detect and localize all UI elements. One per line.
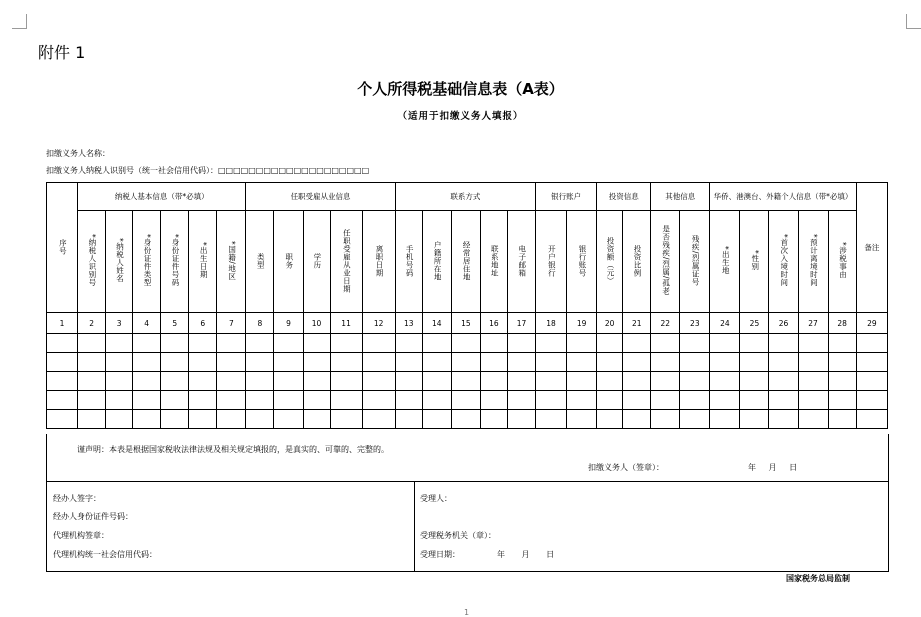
header-nationality: *国籍/地区 bbox=[217, 211, 246, 313]
table-cell[interactable] bbox=[78, 334, 106, 353]
table-column-header-row bbox=[47, 211, 888, 313]
table-cell[interactable] bbox=[828, 410, 856, 429]
declaration-section bbox=[46, 434, 889, 481]
table-cell[interactable] bbox=[536, 391, 567, 410]
table-row bbox=[47, 353, 888, 372]
table-cell[interactable] bbox=[78, 353, 106, 372]
table-cell[interactable] bbox=[330, 410, 362, 429]
column-number: 19 bbox=[567, 313, 597, 334]
table-cell[interactable] bbox=[106, 372, 133, 391]
table-cell[interactable] bbox=[133, 353, 161, 372]
header-mobile: 手机号码 bbox=[395, 211, 422, 313]
agency-code-field[interactable]: 代理机构统一社会信用代码： bbox=[53, 550, 157, 559]
group-other: 其他信息 bbox=[651, 183, 710, 211]
column-number: 13 bbox=[395, 313, 422, 334]
header-birth-date: *出生日期 bbox=[189, 211, 217, 313]
table-cell[interactable] bbox=[769, 410, 798, 429]
table-cell[interactable] bbox=[651, 372, 680, 391]
column-number: 5 bbox=[161, 313, 189, 334]
header-residence: 经常居住地 bbox=[451, 211, 480, 313]
table-cell[interactable] bbox=[330, 391, 362, 410]
table-cell[interactable] bbox=[567, 372, 597, 391]
table-cell[interactable] bbox=[47, 410, 78, 429]
table-cell[interactable] bbox=[422, 353, 451, 372]
table-cell[interactable] bbox=[710, 334, 740, 353]
table-cell[interactable] bbox=[303, 391, 330, 410]
table-cell[interactable] bbox=[246, 353, 274, 372]
header-tin: *纳税人识别号 bbox=[78, 211, 106, 313]
table-cell[interactable] bbox=[828, 391, 856, 410]
table-cell[interactable] bbox=[597, 372, 623, 391]
table-cell[interactable] bbox=[680, 334, 710, 353]
header-expected-departure: *预计离境时间 bbox=[798, 211, 828, 313]
table-cell[interactable] bbox=[362, 410, 395, 429]
table-cell[interactable] bbox=[451, 410, 480, 429]
table-cell[interactable] bbox=[567, 353, 597, 372]
table-cell[interactable] bbox=[161, 410, 189, 429]
header-first-entry: *首次入境时间 bbox=[769, 211, 798, 313]
table-cell[interactable] bbox=[217, 372, 246, 391]
table-cell[interactable] bbox=[362, 353, 395, 372]
table-cell[interactable] bbox=[303, 334, 330, 353]
table-cell[interactable] bbox=[133, 391, 161, 410]
header-name: *纳税人姓名 bbox=[106, 211, 133, 313]
handler-id-field[interactable]: 经办人身份证件号码： bbox=[53, 512, 133, 521]
table-cell[interactable] bbox=[536, 334, 567, 353]
page-number: 1 bbox=[464, 608, 470, 617]
header-employment-date: 任职受雇从业日期 bbox=[330, 211, 362, 313]
table-cell[interactable] bbox=[78, 410, 106, 429]
table-cell[interactable] bbox=[856, 410, 887, 429]
table-cell[interactable] bbox=[567, 334, 597, 353]
table-row bbox=[47, 334, 888, 353]
column-number: 6 bbox=[189, 313, 217, 334]
table-cell[interactable] bbox=[740, 410, 769, 429]
table-cell[interactable] bbox=[189, 410, 217, 429]
table-cell[interactable] bbox=[395, 391, 422, 410]
header-tax-matter: *涉税事由 bbox=[828, 211, 856, 313]
table-cell[interactable] bbox=[47, 353, 78, 372]
table-cell[interactable] bbox=[106, 353, 133, 372]
table-cell[interactable] bbox=[651, 353, 680, 372]
table-cell[interactable] bbox=[769, 372, 798, 391]
table-cell[interactable] bbox=[395, 372, 422, 391]
column-number: 15 bbox=[451, 313, 480, 334]
table-cell[interactable] bbox=[798, 353, 828, 372]
table-cell[interactable] bbox=[189, 391, 217, 410]
table-cell[interactable] bbox=[246, 334, 274, 353]
table-cell[interactable] bbox=[480, 334, 507, 353]
column-number: 4 bbox=[133, 313, 161, 334]
table-cell[interactable] bbox=[798, 391, 828, 410]
header-disability-cert: 残疾/烈属证号 bbox=[680, 211, 710, 313]
table-cell[interactable] bbox=[507, 391, 535, 410]
table-cell[interactable] bbox=[623, 372, 651, 391]
table-cell[interactable] bbox=[597, 334, 623, 353]
table-cell[interactable] bbox=[480, 410, 507, 429]
table-cell[interactable] bbox=[246, 410, 274, 429]
table-cell[interactable] bbox=[856, 353, 887, 372]
header-email: 电子邮箱 bbox=[507, 211, 535, 313]
table-cell[interactable] bbox=[330, 353, 362, 372]
table-cell[interactable] bbox=[161, 334, 189, 353]
table-cell[interactable] bbox=[274, 391, 303, 410]
column-number: 21 bbox=[623, 313, 651, 334]
table-cell[interactable] bbox=[507, 334, 535, 353]
table-cell[interactable] bbox=[680, 391, 710, 410]
table-cell[interactable] bbox=[623, 353, 651, 372]
header-position: 职务 bbox=[274, 211, 303, 313]
header-contact-address: 联系地址 bbox=[480, 211, 507, 313]
column-number: 10 bbox=[303, 313, 330, 334]
header-bank-account: 银行账号 bbox=[567, 211, 597, 313]
column-number: 11 bbox=[330, 313, 362, 334]
table-cell[interactable] bbox=[856, 391, 887, 410]
table-cell[interactable] bbox=[828, 334, 856, 353]
header-remarks: 备注 bbox=[856, 183, 887, 313]
handling-section bbox=[46, 481, 889, 572]
table-cell[interactable] bbox=[106, 410, 133, 429]
table-cell[interactable] bbox=[536, 410, 567, 429]
table-cell[interactable] bbox=[395, 334, 422, 353]
table-cell[interactable] bbox=[856, 334, 887, 353]
table-cell[interactable] bbox=[274, 353, 303, 372]
header-invest-ratio: 投资比例 bbox=[623, 211, 651, 313]
header-birthplace: *出生地 bbox=[710, 211, 740, 313]
table-cell[interactable] bbox=[828, 353, 856, 372]
table-cell[interactable] bbox=[133, 334, 161, 353]
withholding-agent-id-field[interactable]: 扣缴义务人纳税人识别号（统一社会信用代码）：□□□□□□□□□□□□□□□□□□□□ bbox=[46, 166, 370, 175]
table-cell[interactable] bbox=[47, 334, 78, 353]
table-row bbox=[47, 372, 888, 391]
table-cell[interactable] bbox=[246, 391, 274, 410]
table-cell[interactable] bbox=[362, 372, 395, 391]
group-contact: 联系方式 bbox=[395, 183, 535, 211]
tax-office-field[interactable]: 受理税务机关（章）： bbox=[420, 531, 496, 540]
table-cell[interactable] bbox=[710, 410, 740, 429]
header-id-number: *身份证件号码 bbox=[161, 211, 189, 313]
table-cell[interactable] bbox=[217, 353, 246, 372]
table-cell[interactable] bbox=[422, 334, 451, 353]
table-cell[interactable] bbox=[536, 372, 567, 391]
table-cell[interactable] bbox=[217, 334, 246, 353]
table-cell[interactable] bbox=[480, 372, 507, 391]
table-cell[interactable] bbox=[395, 410, 422, 429]
table-cell[interactable] bbox=[161, 353, 189, 372]
table-cell[interactable] bbox=[798, 410, 828, 429]
header-leave-date: 离职日期 bbox=[362, 211, 395, 313]
table-cell[interactable] bbox=[303, 372, 330, 391]
table-cell[interactable] bbox=[798, 334, 828, 353]
column-number-row bbox=[47, 313, 888, 334]
column-number: 20 bbox=[597, 313, 623, 334]
table-cell[interactable] bbox=[769, 334, 798, 353]
table-cell[interactable] bbox=[710, 391, 740, 410]
table-cell[interactable] bbox=[362, 391, 395, 410]
group-overseas: 华侨、港澳台、外籍个人信息（带*必填） bbox=[710, 183, 856, 211]
table-cell[interactable] bbox=[133, 372, 161, 391]
table-cell[interactable] bbox=[451, 334, 480, 353]
column-number: 25 bbox=[740, 313, 769, 334]
table-cell[interactable] bbox=[651, 334, 680, 353]
table-cell[interactable] bbox=[217, 391, 246, 410]
table-cell[interactable] bbox=[597, 353, 623, 372]
table-cell[interactable] bbox=[78, 372, 106, 391]
table-cell[interactable] bbox=[597, 391, 623, 410]
table-cell[interactable] bbox=[395, 353, 422, 372]
table-cell[interactable] bbox=[274, 334, 303, 353]
section-divider bbox=[414, 482, 415, 571]
table-cell[interactable] bbox=[536, 353, 567, 372]
table-cell[interactable] bbox=[740, 372, 769, 391]
column-number: 18 bbox=[536, 313, 567, 334]
table-cell[interactable] bbox=[189, 372, 217, 391]
table-cell[interactable] bbox=[303, 410, 330, 429]
table-cell[interactable] bbox=[651, 410, 680, 429]
table-cell[interactable] bbox=[451, 391, 480, 410]
header-seq: 序号 bbox=[47, 183, 78, 313]
table-cell[interactable] bbox=[362, 334, 395, 353]
table-cell[interactable] bbox=[680, 372, 710, 391]
form-subtitle: （适用于扣缴义务人填报） bbox=[397, 111, 524, 122]
table-row bbox=[47, 410, 888, 429]
table-cell[interactable] bbox=[106, 334, 133, 353]
column-number: 3 bbox=[106, 313, 133, 334]
table-cell[interactable] bbox=[422, 372, 451, 391]
table-cell[interactable] bbox=[189, 353, 217, 372]
table-cell[interactable] bbox=[189, 334, 217, 353]
table-group-header-row bbox=[47, 183, 888, 211]
table-cell[interactable] bbox=[769, 353, 798, 372]
handler-sign-field[interactable]: 经办人签字： bbox=[53, 494, 101, 503]
table-cell[interactable] bbox=[274, 372, 303, 391]
column-number: 22 bbox=[651, 313, 680, 334]
table-cell[interactable] bbox=[828, 372, 856, 391]
table-cell[interactable] bbox=[623, 391, 651, 410]
taxpayer-info-table bbox=[46, 182, 888, 429]
attachment-label: 附件 1 bbox=[38, 43, 86, 62]
column-number: 24 bbox=[710, 313, 740, 334]
column-number: 9 bbox=[274, 313, 303, 334]
table-cell[interactable] bbox=[47, 391, 78, 410]
agency-seal-field[interactable]: 代理机构签章： bbox=[53, 531, 109, 540]
column-number: 23 bbox=[680, 313, 710, 334]
table-cell[interactable] bbox=[161, 372, 189, 391]
page-corner-mark bbox=[12, 14, 27, 29]
table-cell[interactable] bbox=[217, 410, 246, 429]
declaration-statement: 谨声明：本表是根据国家税收法律法规及相关规定填报的，是真实的、可靠的、完整的。 bbox=[77, 445, 389, 454]
table-cell[interactable] bbox=[680, 353, 710, 372]
group-investment: 投资信息 bbox=[597, 183, 651, 211]
column-number: 17 bbox=[507, 313, 535, 334]
table-cell[interactable] bbox=[451, 372, 480, 391]
column-number: 28 bbox=[828, 313, 856, 334]
table-cell[interactable] bbox=[47, 372, 78, 391]
page-corner-mark bbox=[906, 14, 921, 29]
table-cell[interactable] bbox=[507, 372, 535, 391]
header-type: 类型 bbox=[246, 211, 274, 313]
group-employment: 任职受雇从业信息 bbox=[246, 183, 395, 211]
table-cell[interactable] bbox=[133, 410, 161, 429]
header-invest-amount: 投资额（元） bbox=[597, 211, 623, 313]
header-education: 学历 bbox=[303, 211, 330, 313]
table-cell[interactable] bbox=[480, 353, 507, 372]
agent-seal-date[interactable]: 年 月 日 bbox=[748, 463, 798, 472]
table-cell[interactable] bbox=[161, 391, 189, 410]
table-cell[interactable] bbox=[78, 391, 106, 410]
table-cell[interactable] bbox=[246, 372, 274, 391]
table-cell[interactable] bbox=[274, 410, 303, 429]
table-cell[interactable] bbox=[856, 372, 887, 391]
header-household-address: 户籍所在地 bbox=[422, 211, 451, 313]
table-cell[interactable] bbox=[422, 391, 451, 410]
table-cell[interactable] bbox=[451, 353, 480, 372]
table-cell[interactable] bbox=[710, 372, 740, 391]
group-bank: 银行账户 bbox=[536, 183, 597, 211]
column-number: 12 bbox=[362, 313, 395, 334]
column-number: 26 bbox=[769, 313, 798, 334]
table-cell[interactable] bbox=[567, 410, 597, 429]
table-cell[interactable] bbox=[422, 410, 451, 429]
accept-date-ymd: 年 月 日 bbox=[497, 550, 555, 559]
column-number: 16 bbox=[480, 313, 507, 334]
publisher-note: 国家税务总局监制 bbox=[786, 574, 850, 583]
column-number: 1 bbox=[47, 313, 78, 334]
receiver-field[interactable]: 受理人： bbox=[420, 494, 452, 503]
table-cell[interactable] bbox=[798, 372, 828, 391]
table-cell[interactable] bbox=[507, 353, 535, 372]
table-cell[interactable] bbox=[623, 334, 651, 353]
withholding-agent-name-field[interactable]: 扣缴义务人名称： bbox=[46, 149, 110, 158]
table-cell[interactable] bbox=[597, 410, 623, 429]
table-cell[interactable] bbox=[740, 353, 769, 372]
column-number: 29 bbox=[856, 313, 887, 334]
group-taxpayer-basic: 纳税人基本信息（带*必填） bbox=[78, 183, 246, 211]
table-cell[interactable] bbox=[680, 410, 710, 429]
table-cell[interactable] bbox=[740, 334, 769, 353]
column-number: 27 bbox=[798, 313, 828, 334]
table-cell[interactable] bbox=[740, 391, 769, 410]
header-gender: *性别 bbox=[740, 211, 769, 313]
table-cell[interactable] bbox=[106, 391, 133, 410]
accept-date-field[interactable]: 受理日期： bbox=[420, 550, 460, 559]
table-cell[interactable] bbox=[507, 410, 535, 429]
header-disability: 是否残疾/烈属/孤老 bbox=[651, 211, 680, 313]
column-number: 7 bbox=[217, 313, 246, 334]
table-cell[interactable] bbox=[330, 334, 362, 353]
column-number: 14 bbox=[422, 313, 451, 334]
table-cell[interactable] bbox=[710, 353, 740, 372]
header-bank-name: 开户银行 bbox=[536, 211, 567, 313]
table-cell[interactable] bbox=[769, 391, 798, 410]
table-cell[interactable] bbox=[567, 391, 597, 410]
table-cell[interactable] bbox=[623, 410, 651, 429]
table-cell[interactable] bbox=[480, 391, 507, 410]
table-row bbox=[47, 391, 888, 410]
table-cell[interactable] bbox=[303, 353, 330, 372]
column-number: 2 bbox=[78, 313, 106, 334]
table-cell[interactable] bbox=[330, 372, 362, 391]
header-id-type: *身份证件类型 bbox=[133, 211, 161, 313]
form-title: 个人所得税基础信息表（A表） bbox=[357, 80, 564, 98]
column-number: 8 bbox=[246, 313, 274, 334]
table-cell[interactable] bbox=[651, 391, 680, 410]
agent-seal-field[interactable]: 扣缴义务人（签章）： bbox=[588, 463, 664, 472]
